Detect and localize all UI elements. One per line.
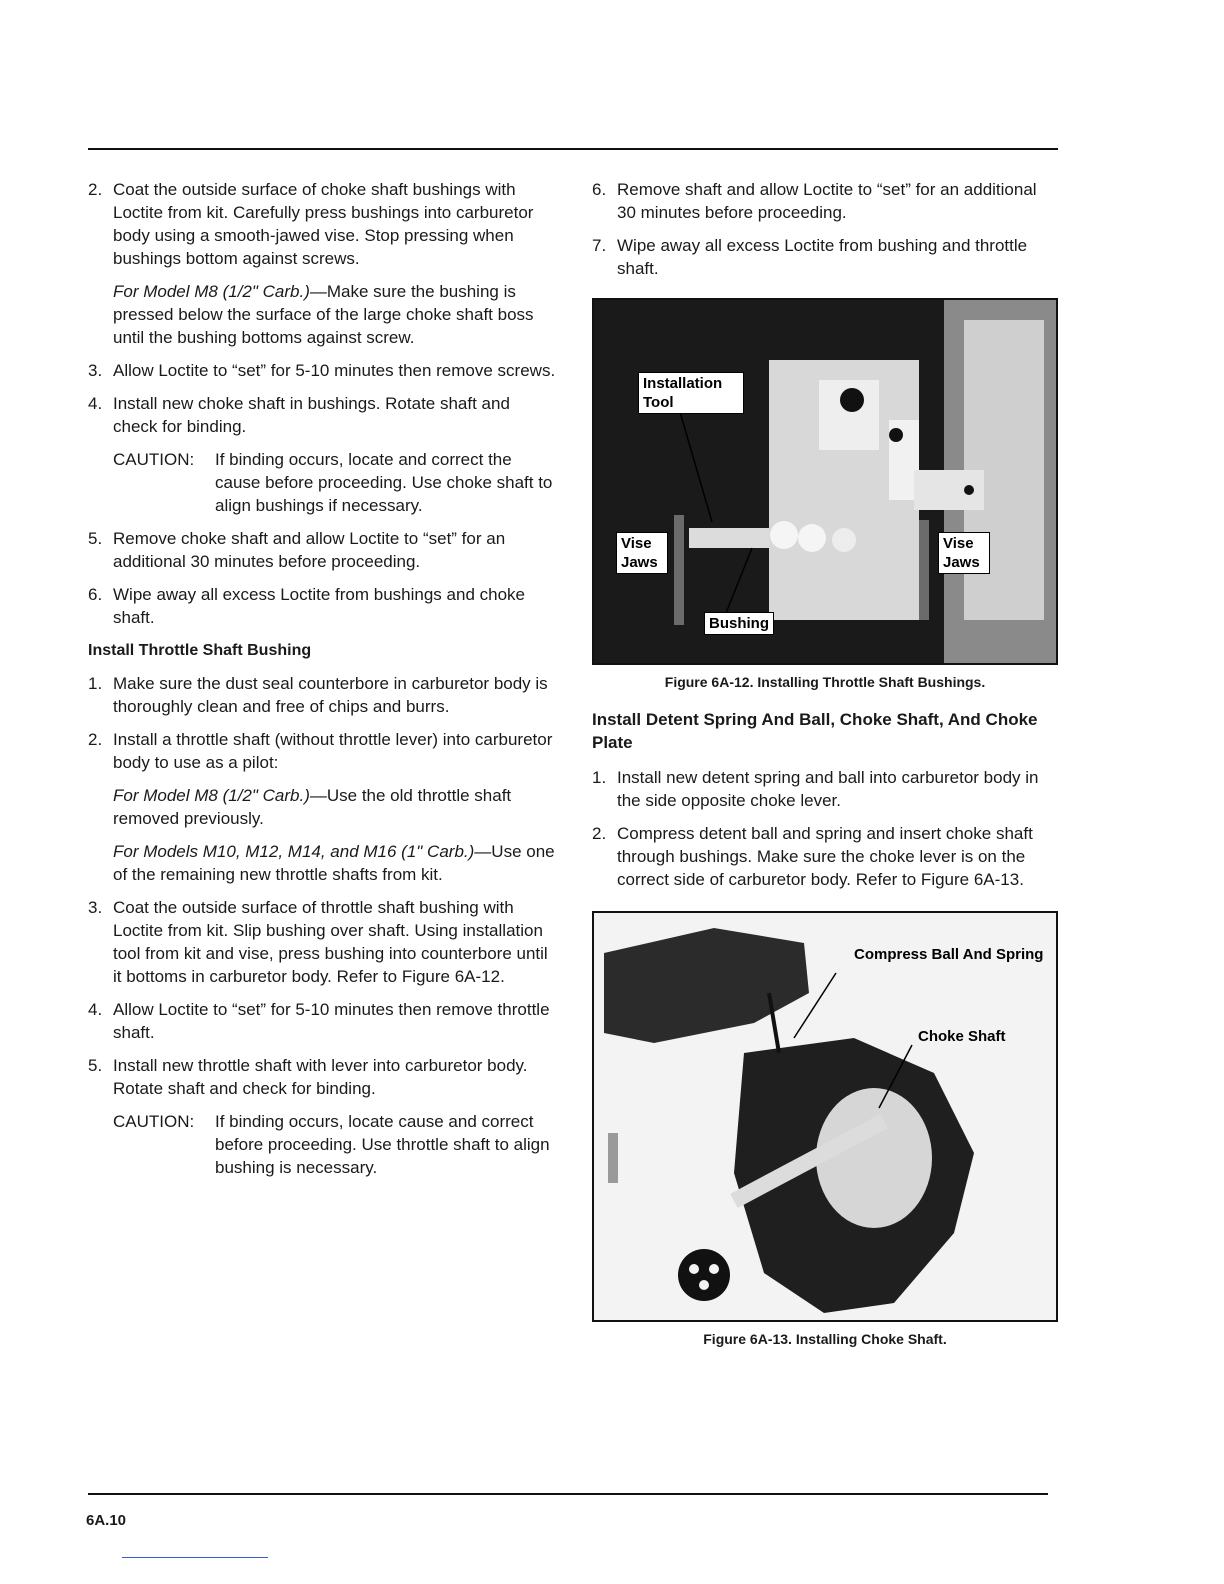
- step-text: Remove shaft and allow Loctite to “set” for an additional 30 minutes before proceeding.: [617, 180, 1037, 222]
- caution-note: [113, 1110, 558, 1179]
- list-item: [592, 822, 1052, 891]
- step-number: 3.: [88, 361, 103, 380]
- label-choke-shaft: Choke Shaft: [918, 1028, 1006, 1045]
- label-bushing: Bushing: [704, 612, 774, 635]
- step-number: 7.: [592, 236, 607, 255]
- figure-6a-12-photo: [592, 298, 1058, 665]
- note-text: —Make sure the bushing is pressed below the surface of the large choke shaft boss until the bushing bottoms against screw.: [113, 282, 534, 347]
- list-item: [88, 728, 558, 774]
- step-text: Install new detent spring and ball into carburetor body in the side opposite choke lever.: [617, 768, 1039, 810]
- step-text: Make sure the dust seal counterbore in carburetor body is thoroughly clean and free of chips and burrs.: [113, 674, 548, 716]
- list-item: [592, 234, 1052, 280]
- label-vise-jaws-left: Vise Jaws: [616, 532, 668, 574]
- list-item: [88, 178, 558, 270]
- model-note: [113, 840, 558, 886]
- list-item: [88, 896, 558, 988]
- step-number: 4.: [88, 1000, 103, 1019]
- step-number: 1.: [592, 768, 607, 787]
- step-text: Allow Loctite to “set” for 5-10 minutes then remove throttle shaft.: [113, 1000, 550, 1042]
- step-number: 3.: [88, 898, 103, 917]
- page-number: 6A.10: [86, 1512, 127, 1529]
- label-vise-jaws-right: Vise Jaws: [938, 532, 990, 574]
- note-label: For Models M10, M12, M14, and M16 (1" Carb.): [113, 842, 475, 861]
- note-label: For Model M8 (1/2" Carb.): [113, 786, 310, 805]
- list-item: [88, 998, 558, 1044]
- choke-shaft-illustration: [594, 913, 1056, 1320]
- list-item: [88, 1054, 558, 1100]
- carburetor-vise-illustration: [594, 300, 1056, 663]
- step-text: Allow Loctite to “set” for 5-10 minutes then remove screws.: [113, 361, 556, 380]
- list-item: [88, 672, 558, 718]
- bottom-rule: [88, 1493, 1048, 1495]
- list-item: [88, 359, 558, 382]
- step-number: 5.: [88, 529, 103, 548]
- step-number: 2.: [88, 180, 103, 199]
- step-text: Compress detent ball and spring and insert choke shaft through bushings. Make sure the choke lever is on the correct side of carburetor body. Refer to Figure 6A-13.: [617, 824, 1033, 889]
- step-number: 6.: [88, 585, 103, 604]
- step-text: Remove choke shaft and allow Loctite to “set” for an additional 30 minutes before proceeding.: [113, 529, 506, 571]
- caution-note: [113, 448, 558, 517]
- list-item: [592, 766, 1052, 812]
- list-item: [592, 178, 1052, 224]
- model-note: [113, 784, 558, 830]
- top-rule: [88, 148, 1058, 150]
- step-number: 4.: [88, 394, 103, 413]
- section-heading: Install Throttle Shaft Bushing: [88, 642, 312, 659]
- step-text: Coat the outside surface of throttle shaft bushing with Loctite from kit. Slip bushing over shaft. Using installation tool from kit and vise, press bushing into counterbore until it bottoms in carburetor body. Refer to Figure 6A-12.: [113, 898, 548, 986]
- figure-caption: Figure 6A-12. Installing Throttle Shaft Bushings.: [664, 674, 986, 690]
- caution-text: If binding occurs, locate cause and correct before proceeding. Use throttle shaft to align bushing is necessary.: [215, 1112, 550, 1177]
- note-label: For Model M8 (1/2" Carb.): [113, 282, 310, 301]
- list-item: [88, 527, 558, 573]
- caution-label: CAUTION:: [113, 450, 195, 469]
- model-note: [113, 280, 558, 349]
- label-compress-ball-spring: Compress Ball And Spring: [854, 946, 1044, 963]
- step-number: 1.: [88, 674, 103, 693]
- step-number: 6.: [592, 180, 607, 199]
- step-text: Install new choke shaft in bushings. Rotate shaft and check for binding.: [113, 394, 510, 436]
- section-heading: Install Detent Spring And Ball, Choke Shaft, And Choke Plate: [592, 710, 1038, 752]
- list-item: [88, 392, 558, 438]
- step-text: Install a throttle shaft (without throttle lever) into carburetor body to use as a pilot:: [113, 730, 553, 772]
- note-text: —Use the old throttle shaft removed previously.: [113, 786, 512, 828]
- bottom-mark: [122, 1557, 268, 1558]
- step-number: 5.: [88, 1056, 103, 1075]
- step-text: Install new throttle shaft with lever into carburetor body. Rotate shaft and check for binding.: [113, 1056, 528, 1098]
- step-text: Wipe away all excess Loctite from bushings and choke shaft.: [113, 585, 525, 627]
- step-text: Coat the outside surface of choke shaft bushings with Loctite from kit. Carefully press bushings into carburetor body using a smooth-jawed vise. Stop pressing when bushings bottom against screws.: [113, 180, 534, 268]
- step-number: 2.: [592, 824, 607, 843]
- note-text: —Use one of the remaining new throttle shafts from kit.: [113, 842, 555, 884]
- figure-caption: Figure 6A-13. Installing Choke Shaft.: [703, 1331, 947, 1347]
- step-number: 2.: [88, 730, 103, 749]
- figure-6a-13-photo: [592, 911, 1058, 1322]
- list-item: [88, 583, 558, 629]
- caution-text: If binding occurs, locate and correct the cause before proceeding. Use choke shaft to align bushings if necessary.: [215, 450, 553, 515]
- label-installation-tool: Installation Tool: [638, 372, 744, 414]
- left-column: [88, 178, 558, 1189]
- right-column: [592, 178, 1052, 1351]
- caution-label: CAUTION:: [113, 1112, 195, 1131]
- step-text: Wipe away all excess Loctite from bushing and throttle shaft.: [617, 236, 1028, 278]
